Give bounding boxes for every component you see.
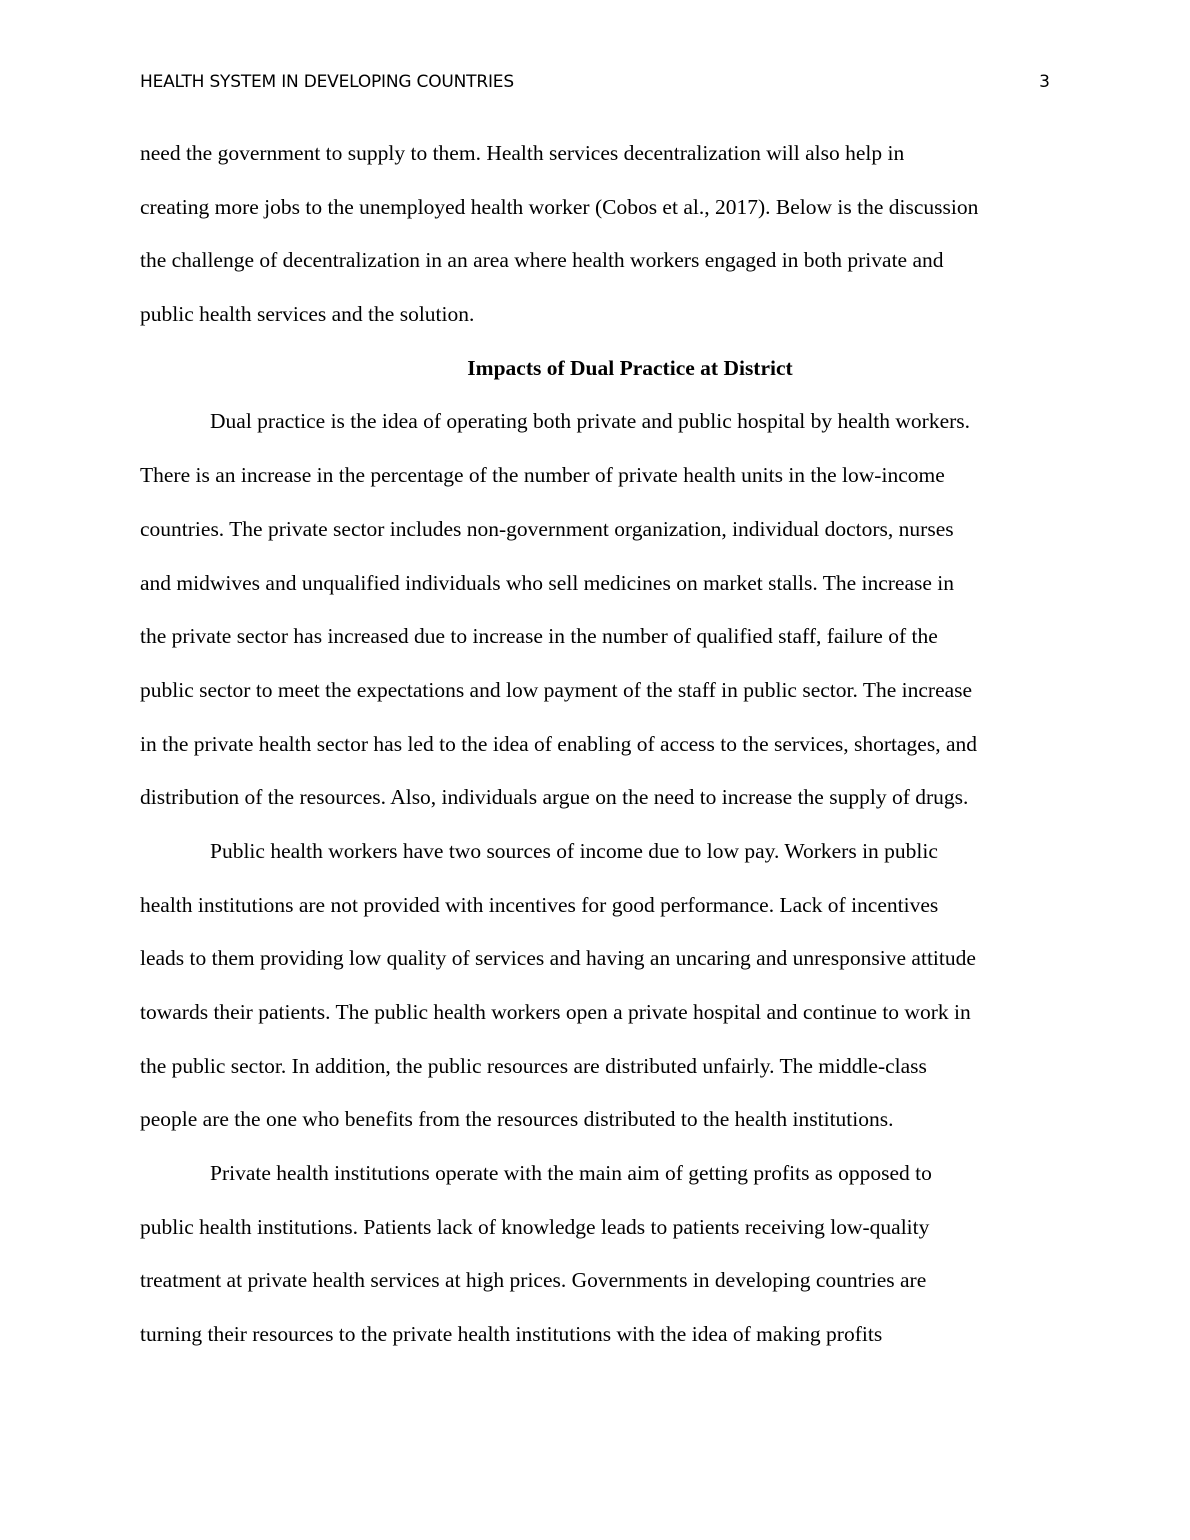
running-head-title: HEALTH SYSTEM IN DEVELOPING COUNTRIES [140,72,514,92]
text-line: distribution of the resources. Also, individuals argue on the need to increase the supply of drugs. [140,785,969,810]
text-line: public health services and the solution. [140,302,475,327]
text-line: public health institutions. Patients lack of knowledge leads to patients receiving low-quality [140,1214,930,1239]
running-header [140,72,1050,96]
text-line: the public sector. In addition, the public resources are distributed unfairly. The middle-class [140,1053,927,1078]
text-line: public sector to meet the expectations and low payment of the staff in public sector. The increase [140,677,973,702]
text-line: in the private health sector has led to the idea of enabling of access to the services, shortages, and [140,731,978,756]
text-line: Private health institutions operate with the main aim of getting profits as opposed to [210,1161,932,1186]
text-line: and midwives and unqualified individuals who sell medicines on market stalls. The increase in [140,570,955,595]
page-number: 3 [1039,72,1050,92]
text-line: the challenge of decentralization in an area where health workers engaged in both private and [140,248,944,273]
text-line: health institutions are not provided with incentives for good performance. Lack of incentives [140,892,939,917]
text-line: countries. The private sector includes non-government organization, individual doctors, nurses [140,516,954,541]
text-line: leads to them providing low quality of services and having an uncaring and unresponsive attitude [140,946,976,971]
body-text [140,127,1055,1362]
text-line: the private sector has increased due to increase in the number of qualified staff, failure of the [140,624,938,649]
section-heading: Impacts of Dual Practice at District [467,355,793,380]
text-line: Public health workers have two sources of income due to low pay. Workers in public [210,838,938,863]
text-line: There is an increase in the percentage of the number of private health units in the low-income [140,463,945,488]
text-line: towards their patients. The public health workers open a private hospital and continue to work in [140,1000,971,1024]
text-line: need the government to supply to them. Health services decentralization will also help in [140,141,905,165]
text-line: people are the one who benefits from the resources distributed to the health institutions. [140,1107,894,1132]
text-line: Dual practice is the idea of operating both private and public hospital by health workers. [210,409,971,434]
text-line: creating more jobs to the unemployed health worker (Cobos et al., 2017). Below is the discussion [140,194,979,219]
text-line: turning their resources to the private health institutions with the idea of making profits [140,1322,883,1347]
text-line: treatment at private health services at high prices. Governments in developing countries are [140,1268,927,1293]
